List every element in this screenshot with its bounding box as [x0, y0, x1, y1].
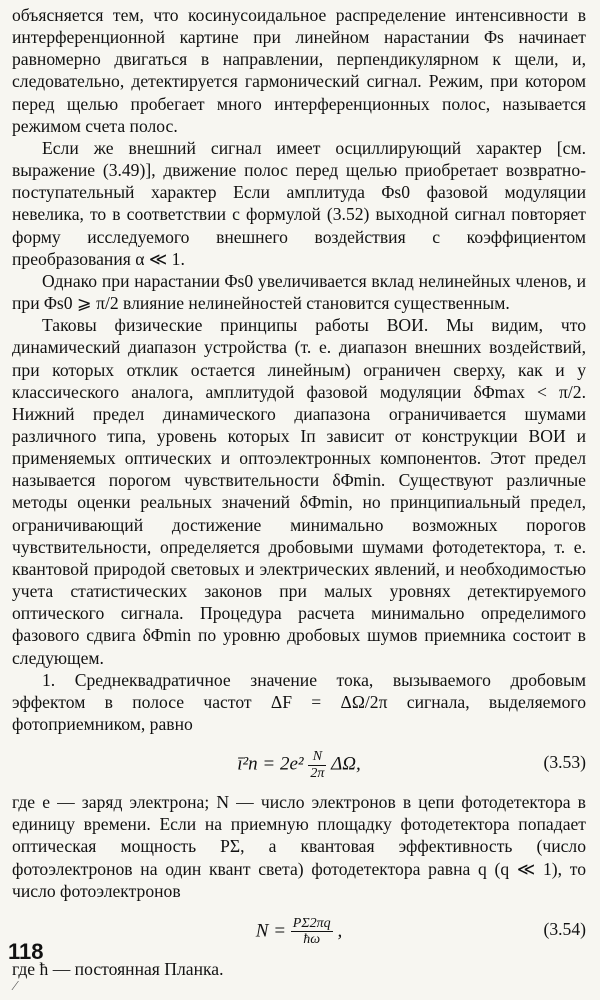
- equation-3-54-formula: [12, 916, 586, 948]
- paragraph-7: где ħ — постоянная Планка.: [12, 958, 224, 979]
- eq2-fraction: [291, 916, 333, 948]
- equation-3-53: [12, 741, 586, 783]
- corner-mark: ⁄: [14, 979, 17, 994]
- equation-3-54: [12, 908, 586, 950]
- eq1-rhs: ΔΩ,: [331, 753, 361, 775]
- eq2-rhs: ,: [337, 920, 343, 942]
- eq1-denominator: 2π: [310, 765, 325, 781]
- eq1-fraction: [308, 749, 326, 781]
- paragraph-3: Однако при нарастании Φs0 увеличивается вклад нелинейных членов, и при Φs0 ⩾ π/2 влияние нелинейностей становится существенным.: [12, 270, 586, 314]
- eq1-numerator: N: [308, 749, 326, 765]
- eq2-lhs: N =: [255, 920, 287, 942]
- eq2-denominator: ħω: [303, 932, 321, 948]
- paragraph-4: Таковы физические принципы работы ВОИ. Мы видим, что динамический диапазон устройства (т. е. диапазон внешних воздействий, при которых отклик остается линейным) ограничен сверху, как и у классического аналога, амплитудой фазовой модуляции δΦmax < π/2. Нижний предел динамического диапазона ограничивается шумами различного типа, уровень которых Iп зависит от конструкции ВОИ и применяемых оптических и оптоэлектронных компонентов. Этот предел называется порогом чувствительности δΦmin. Существуют различные методы оценки реальных значений δΦmin, но принципиальный предел, ограничивающий достижение минимально возможных порогов чувствительности, определяется дробовыми шумами фотодетектора, т. е. квантовой природой световых и электрических явлений, и необходимостью учета статистических законов при малых уровнях детектируемого оптического сигнала. Процедура расчета минимально определимого фазового сдвига δΦmin по уровню дробовых шумов приемника состоит в следующем.: [12, 315, 586, 668]
- paragraph-2: Если же внешний сигнал имеет осциллирующий характер [см. выражение (3.49)], движение полос перед щелью приобретает возвратно-поступательный характер Если амплитуда Φs0 фазовой модуляции невелика, то в соответствии с формулой (3.52) выходной сигнал повторяет форму исследуемого внешнего воздействия с коэффициентом преобразования α ≪ 1.: [12, 137, 586, 269]
- eq1-lhs: ī²п = 2e²: [237, 753, 304, 775]
- paragraph-5: 1. Среднеквадратичное значение тока, вызываемого дробовым эффектом в полосе частот ΔF = ΔΩ/2π сигнала, выделяемого фотоприемником, равно: [12, 669, 586, 734]
- equation-3-53-formula: [12, 749, 586, 781]
- equation-number-3-53: (3.53): [543, 752, 586, 773]
- paragraph-6: где e — заряд электрона; N — число электронов в цепи фотодетектора в единицу времени. Если на приемную площадку фотодетектора попадает оптическая мощность PΣ, а квантовая эффективность (число фотоэлектронов на один квант света) фотодетектора равна q (q ≪ 1), то число фотоэлектронов: [12, 792, 586, 901]
- eq2-numerator: PΣ2πq: [292, 915, 331, 931]
- equation-number-3-54: (3.54): [543, 918, 586, 939]
- page-number: 118: [8, 939, 44, 964]
- paragraph-1: объясняется тем, что косинусоидальное распределение интенсивности в интерференционной картине при линейном нарастании Φs начинает равномерно двигаться в направлении, перпендикулярном к щели, и, следовательно, детектируется гармонический сигнал. Режим, при котором перед щелью пробегает много интерференционных полос, называется режимом счета полос.: [12, 5, 586, 136]
